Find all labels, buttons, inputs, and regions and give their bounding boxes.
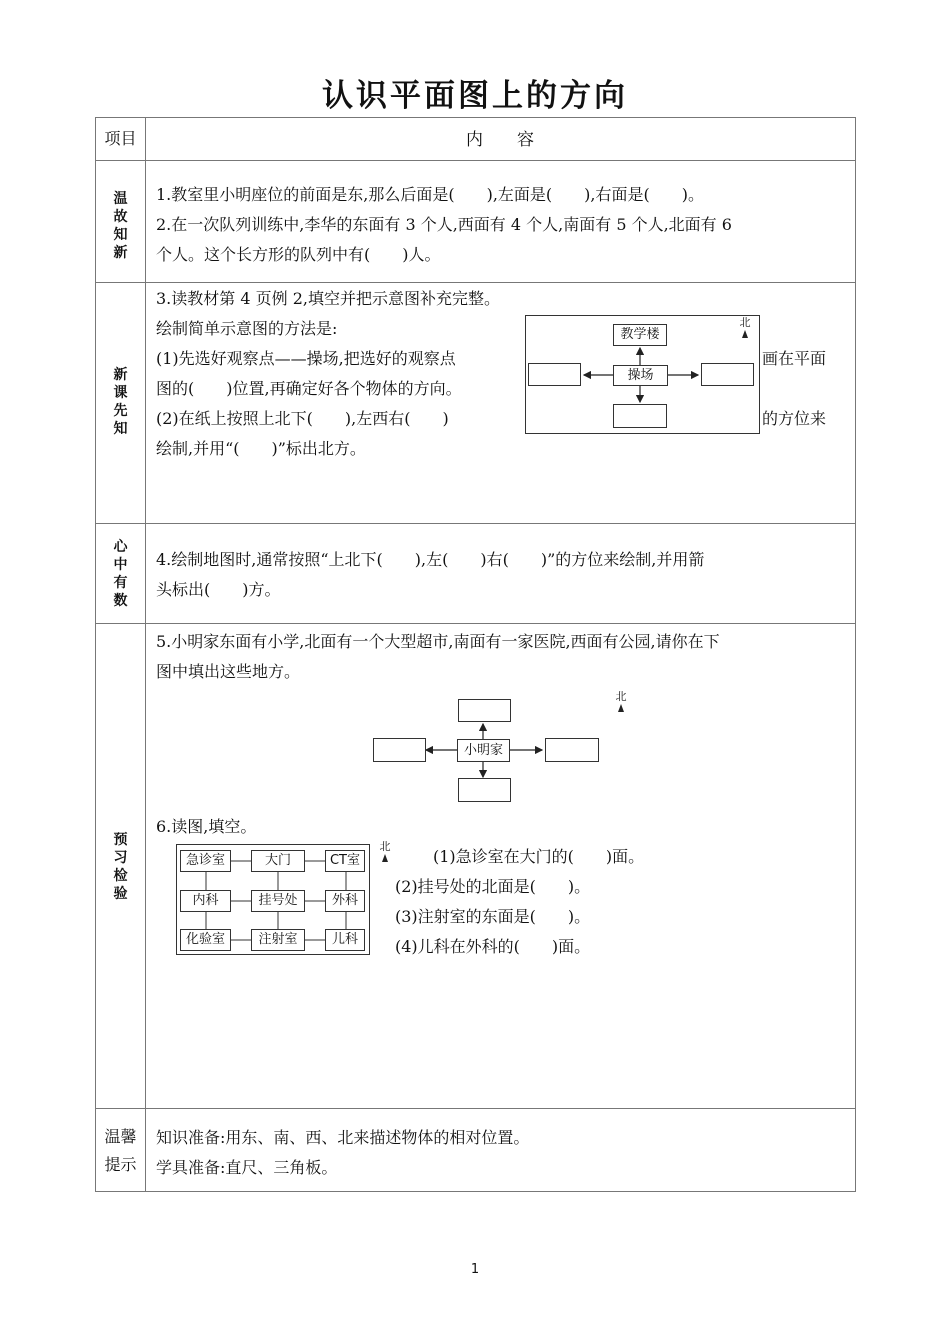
section-label-tips: 温馨 提示 bbox=[104, 1127, 137, 1174]
room-registration: 挂号处 bbox=[251, 890, 305, 912]
tip-tools: 学具准备:直尺、三角板。 bbox=[156, 1158, 338, 1177]
room-gate: 大门 bbox=[251, 850, 305, 872]
north-arrow-icon: 北 bbox=[613, 691, 629, 712]
method-step-2-cont: 绘制,并用“( )”标出北方。 bbox=[156, 439, 366, 458]
question-2: 2.在一次队列训练中,李华的东面有 3 个人,西面有 4 个人,南面有 5 个人,北面有 6 bbox=[156, 215, 732, 234]
method-step-2: (2)在纸上按照上北下( ),左西右( ) bbox=[156, 409, 449, 428]
room-surgery: 外科 bbox=[325, 890, 365, 912]
section-label-review: 温 故 知 新 bbox=[113, 191, 128, 261]
room-laboratory: 化验室 bbox=[180, 929, 231, 951]
method-title: 绘制简单示意图的方法是: bbox=[156, 319, 338, 338]
question-5: 5.小明家东面有小学,北面有一个大型超市,南面有一家医院,西面有公园,请你在下 bbox=[156, 632, 720, 651]
room-pediatrics: 儿科 bbox=[325, 929, 365, 951]
question-6-3: (3)注射室的东面是( )。 bbox=[395, 907, 591, 926]
section-label-mind: 心 中 有 数 bbox=[113, 539, 128, 609]
room-internal-medicine: 内科 bbox=[180, 890, 231, 912]
question-4: 4.绘制地图时,通常按照“上北下( ),左( )右( )”的方位来绘制,并用箭 bbox=[156, 550, 705, 569]
box-playground: 操场 bbox=[613, 365, 668, 386]
method-step-1: (1)先选好观察点——操场,把选好的观察点 bbox=[156, 349, 456, 368]
hospital-map-lines bbox=[96, 118, 855, 1191]
tip-knowledge: 知识准备:用东、南、西、北来描述物体的相对位置。 bbox=[156, 1128, 530, 1147]
method-step-2-tail: 的方位来 bbox=[762, 409, 827, 428]
method-step-1-tail: 画在平面 bbox=[762, 349, 827, 368]
box-xiaoming-home: 小明家 bbox=[457, 739, 510, 762]
question-6: 6.读图,填空。 bbox=[156, 817, 257, 836]
section-label-check: 预 习 检 验 bbox=[113, 832, 128, 902]
question-6-4: (4)儿科在外科的( )面。 bbox=[395, 937, 591, 956]
worksheet-table bbox=[95, 117, 856, 1192]
header-content: 内 容 bbox=[466, 130, 534, 150]
question-1: 1.教室里小明座位的前面是东,那么后面是( ),左面是( ),右面是( )。 bbox=[156, 185, 704, 204]
page-number: 1 bbox=[470, 1262, 480, 1277]
north-arrow-icon: 北 bbox=[377, 841, 393, 862]
section-label-preview: 新 课 先 知 bbox=[113, 367, 128, 437]
question-2-cont: 个人。这个长方形的队列中有( )人。 bbox=[156, 245, 441, 264]
north-arrow-icon: 北 bbox=[737, 317, 753, 338]
room-injection: 注射室 bbox=[251, 929, 305, 951]
question-5-cont: 图中填出这些地方。 bbox=[156, 662, 301, 681]
question-6-1: (1)急诊室在大门的( )面。 bbox=[433, 847, 645, 866]
room-ct: CT室 bbox=[325, 850, 365, 872]
page-title: 认识平面图上的方向 bbox=[322, 78, 628, 114]
question-4-cont: 头标出( )方。 bbox=[156, 580, 281, 599]
question-6-2: (2)挂号处的北面是( )。 bbox=[395, 877, 591, 896]
room-emergency: 急诊室 bbox=[180, 850, 231, 872]
box-teaching-building: 教学楼 bbox=[613, 324, 667, 346]
header-item: 项目 bbox=[104, 129, 137, 148]
method-step-1-cont: 图的( )位置,再确定好各个物体的方向。 bbox=[156, 379, 462, 398]
question-3: 3.读教材第 4 页例 2,填空并把示意图补充完整。 bbox=[156, 289, 500, 308]
